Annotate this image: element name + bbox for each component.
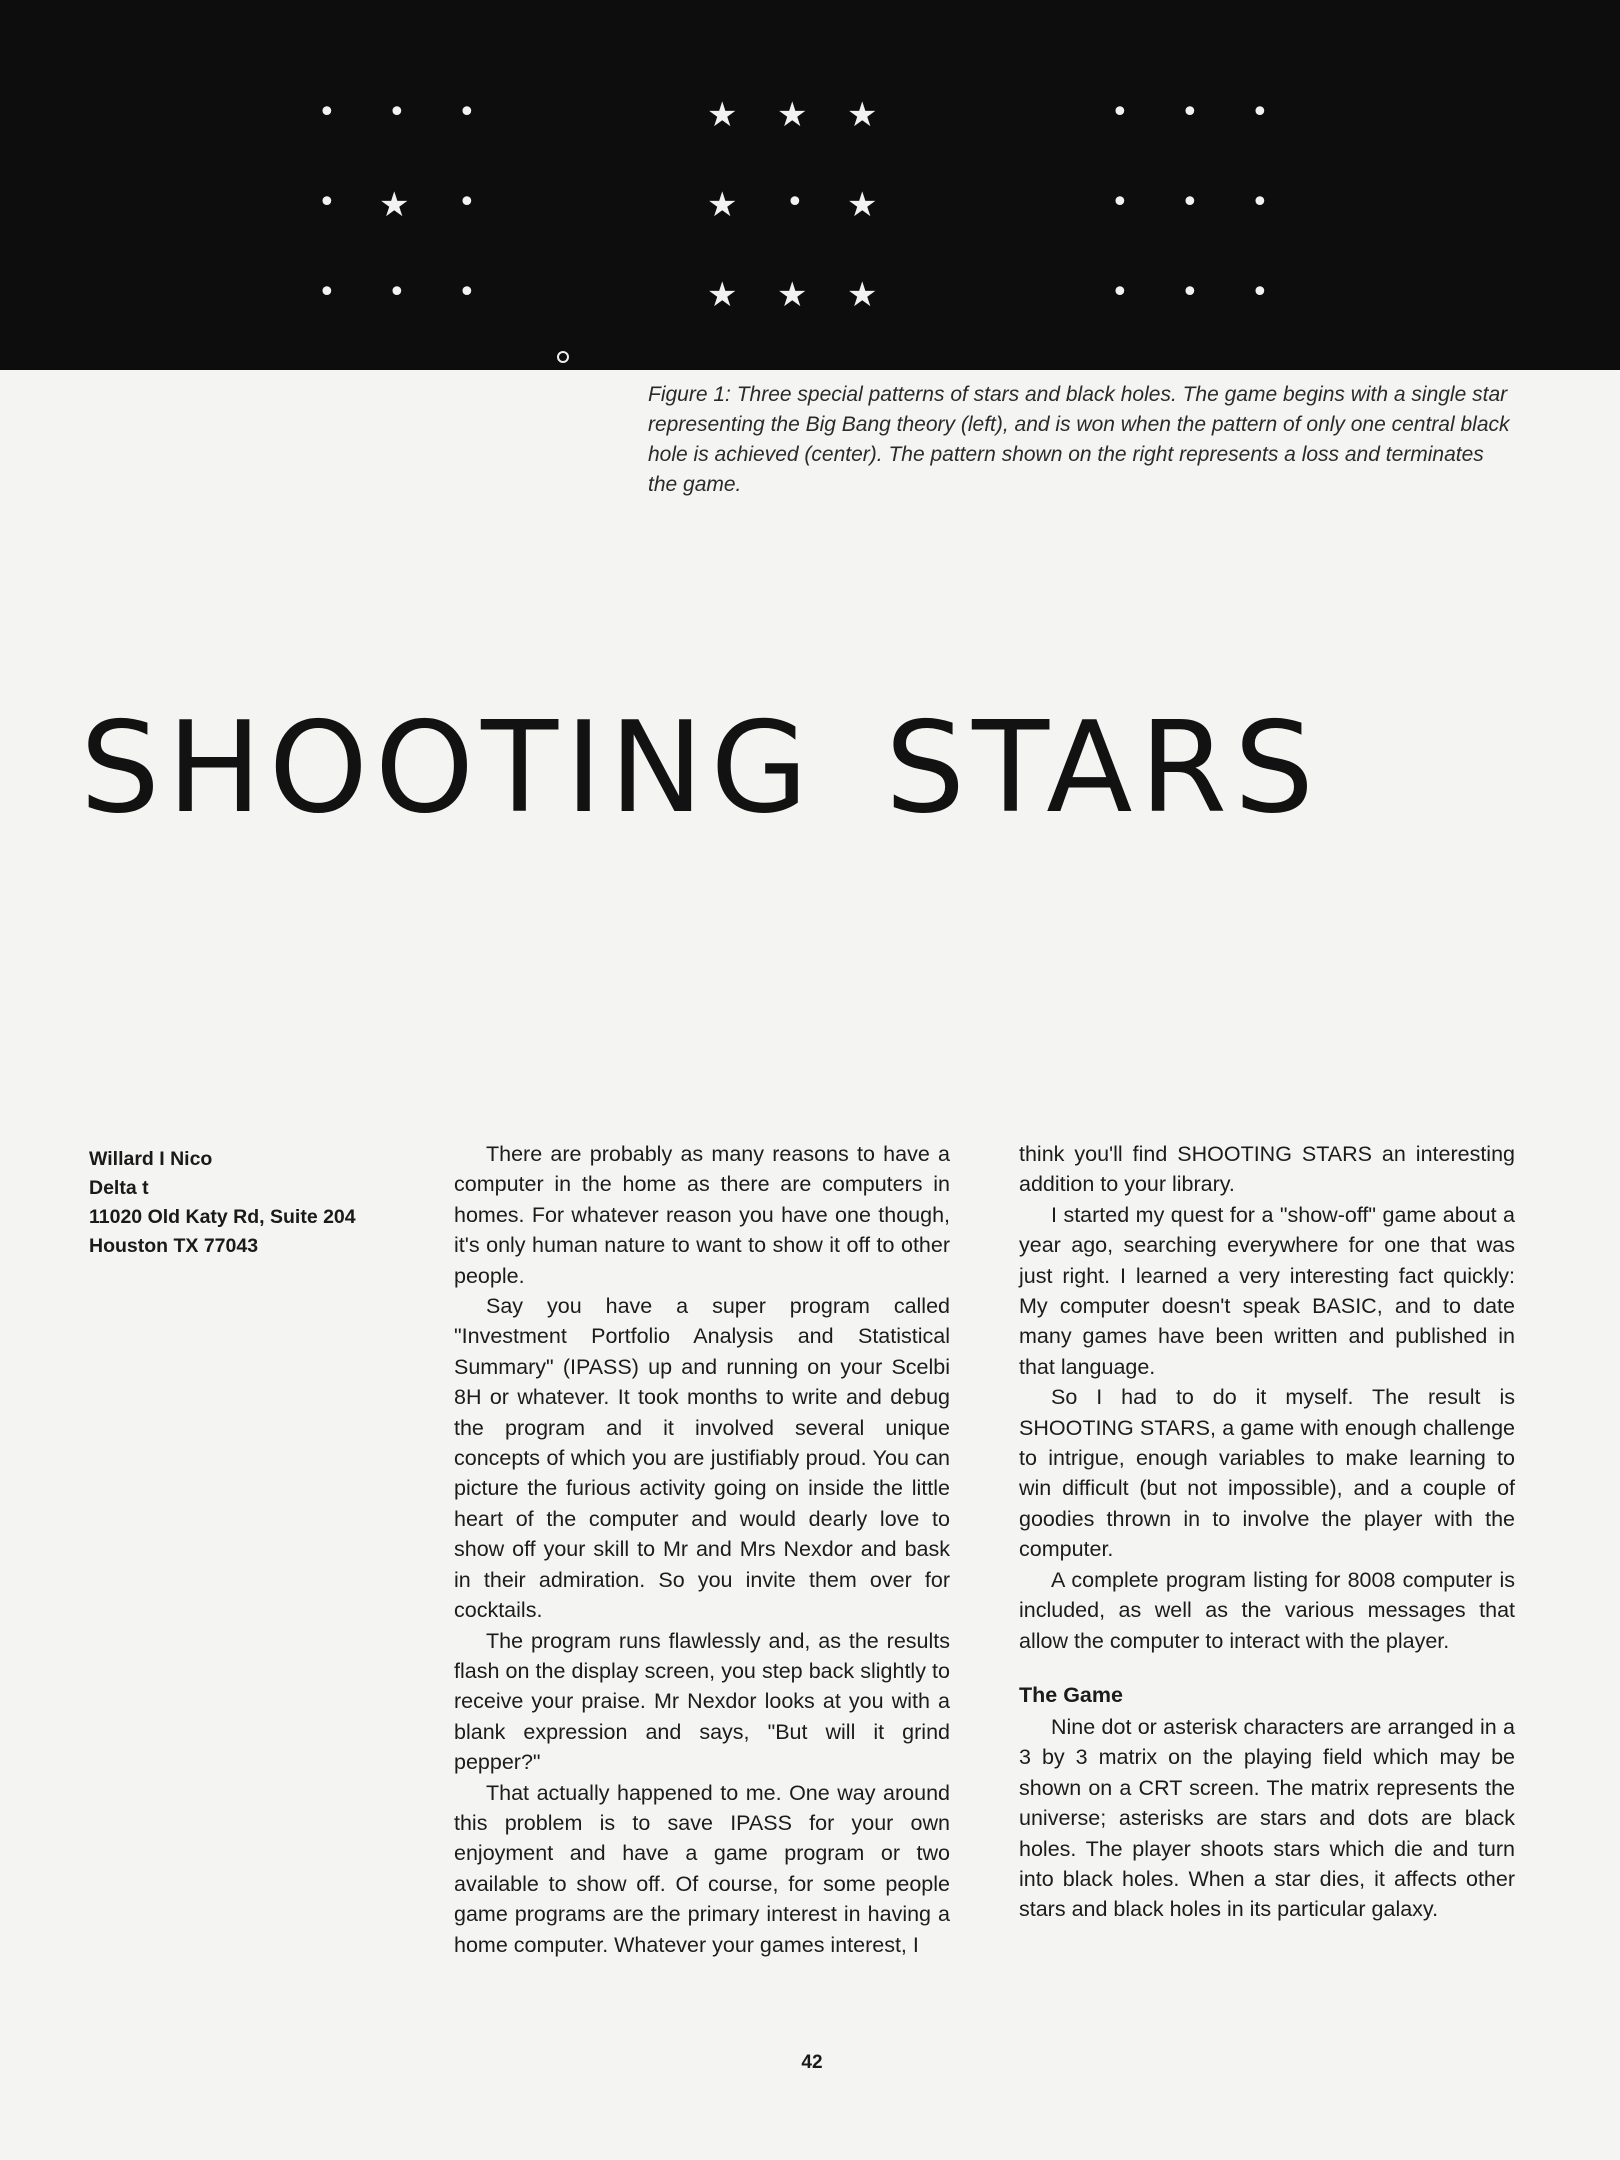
black-hole-dot-icon: • xyxy=(1251,275,1269,310)
star-icon: ★ xyxy=(777,275,808,315)
author-company: Delta t xyxy=(89,1177,149,1199)
paragraph: That actually happened to me. One way around this problem is to save IPASS for your own enjoyment and have a game program or two available to show off. Of course, for some people game programs are the primary interest in having a home computer. Whatever your games interest, I xyxy=(454,1780,950,1957)
paragraph-continued: think you'll find SHOOTING STARS an interesting addition to your library. xyxy=(1019,1142,1515,1197)
star-icon: ★ xyxy=(777,95,808,135)
pattern-win xyxy=(707,95,878,328)
black-hole-dot-icon: • xyxy=(1111,95,1129,130)
paragraph: Say you have a super program called "Investment Portfolio Analysis and Statistical Summary" (IPASS) up and running on your Scelbi 8H or whatever. It took months to write and debug the program and it involved several unique concepts of which you are justifiably proud. You can picture the furious activity going on inside the little heart of the computer and would dearly love to show off your skill to Mr and Mrs Nexdor and bask in their admiration. So you invite them over for cocktails. xyxy=(454,1294,950,1623)
black-hole-dot-icon: • xyxy=(318,275,336,310)
black-hole-dot-icon: • xyxy=(318,185,336,220)
paragraph: Nine dot or asterisk characters are arranged in a 3 by 3 matrix on the playing field which may be shown on a CRT screen. The matrix represents the universe; asterisks are stars and dots are black holes. The player shoots stars which die and turn into black holes. When a star dies, it affects other stars and black holes in its particular galaxy. xyxy=(1019,1714,1515,1922)
star-icon: ★ xyxy=(847,275,878,315)
black-hole-dot-icon: • xyxy=(1181,275,1199,310)
paragraph: A complete program listing for 8008 computer is included, as well as the various messages that allow the computer to interact with the player. xyxy=(1019,1567,1515,1653)
black-hole-dot-icon: • xyxy=(458,185,476,220)
author-city: Houston TX 77043 xyxy=(89,1235,259,1257)
title-word-1: SHOOTING xyxy=(80,694,816,841)
author-block xyxy=(89,1145,419,1261)
pattern-big-bang xyxy=(318,95,476,328)
star-icon: ★ xyxy=(379,185,410,225)
black-hole-dot-icon: • xyxy=(458,95,476,130)
black-hole-dot-icon: • xyxy=(1181,185,1199,220)
pattern-loss xyxy=(1111,95,1269,328)
black-hole-dot-icon: • xyxy=(786,185,804,220)
black-hole-dot-icon: • xyxy=(318,95,336,130)
black-hole-dot-icon: • xyxy=(1251,185,1269,220)
body-column-1 xyxy=(454,1139,950,1960)
star-icon: ★ xyxy=(707,275,738,315)
body-column-2 xyxy=(1019,1139,1515,1925)
figure-caption: Figure 1: Three special patterns of stars and black holes. The game begins with a single star representing the Big Bang theory (left), and is won when the pattern of only one central black hole is achieved (center). The pattern shown on the right represents a loss and terminates the game. xyxy=(648,383,1510,496)
black-hole-dot-icon: • xyxy=(1111,275,1129,310)
page-number: 42 xyxy=(801,2052,823,2073)
paragraph: So I had to do it myself. The result is SHOOTING STARS, a game with enough challenge to intrigue, enough variables to make learning to win difficult (but not impossible), and a couple of goodies thrown in to involve the player with the computer. xyxy=(1019,1385,1515,1562)
black-hole-dot-icon: • xyxy=(1181,95,1199,130)
paragraph: There are probably as many reasons to have a computer in the home as there are computers in homes. For whatever reason you have one though, it's only human nature to want to show it off to other people. xyxy=(454,1142,950,1288)
author-address: 11020 Old Katy Rd, Suite 204 xyxy=(89,1206,356,1228)
small-circle-mark xyxy=(557,351,569,363)
star-icon: ★ xyxy=(847,95,878,135)
star-icon: ★ xyxy=(707,185,738,225)
black-hole-dot-icon: • xyxy=(388,95,406,130)
star-icon: ★ xyxy=(707,95,738,135)
black-hole-dot-icon: • xyxy=(388,275,406,310)
black-hole-dot-icon: • xyxy=(1251,95,1269,130)
figure-banner xyxy=(0,0,1620,370)
black-hole-dot-icon: • xyxy=(1111,185,1129,220)
paragraph: The program runs flawlessly and, as the results flash on the display screen, you step back slightly to receive your praise. Mr Nexdor looks at you with a blank expression and says, "But will it grind pepper?" xyxy=(454,1628,950,1775)
section-heading: The Game xyxy=(1019,1682,1123,1707)
star-icon: ★ xyxy=(847,185,878,225)
title-word-2: STARS xyxy=(885,694,1321,841)
paragraph: I started my quest for a "show-off" game about a year ago, searching everywhere for one that was just right. I learned a very interesting fact quickly: My computer doesn't speak BASIC, and to date many games have been written and published in that language. xyxy=(1019,1202,1515,1379)
black-hole-dot-icon: • xyxy=(458,275,476,310)
author-name: Willard I Nico xyxy=(89,1148,213,1170)
article-title xyxy=(80,694,1560,841)
